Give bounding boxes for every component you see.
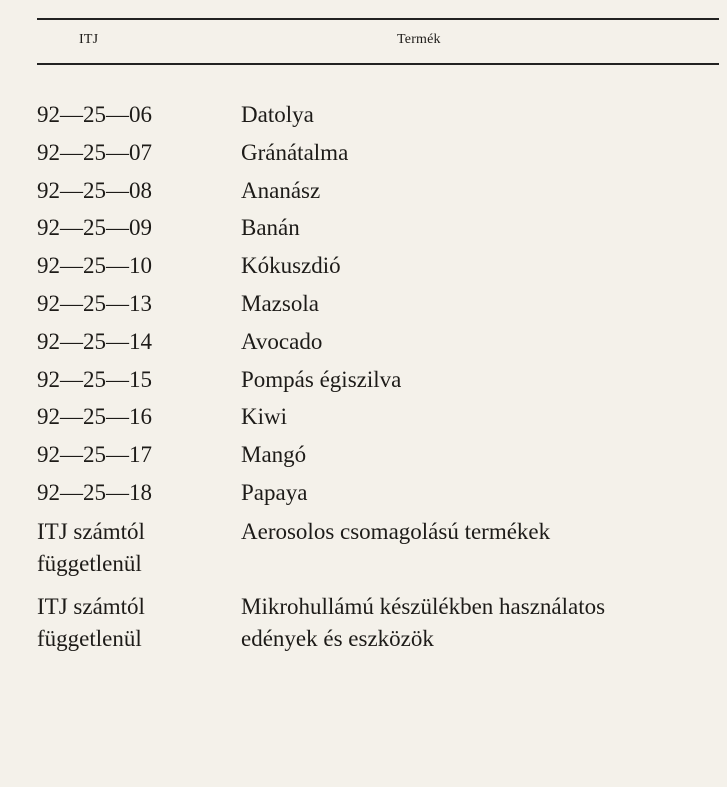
product-name: Kókuszdió [241,253,341,279]
table-row [0,289,727,327]
itj-code: 92—25—10 [37,253,152,279]
itj-code: 92—25—07 [37,139,152,165]
itj-code: 92—25—09 [37,215,152,241]
table-row [0,176,727,214]
table-row [0,365,727,403]
itj-code-line: ITJ számtól [37,593,145,619]
table-row [0,251,727,289]
product-name-line: edények és eszközök [241,625,434,651]
itj-code-line: függetlenül [37,550,142,576]
table-body [0,100,727,666]
itj-code: 92—25—18 [37,479,152,505]
itj-code: 92—25—16 [37,404,152,430]
table-header-rule [37,63,719,65]
header-termek: Termék [397,32,441,47]
product-name [241,516,550,548]
product-name: Mangó [241,442,307,468]
product-name: Gránátalma [241,139,349,165]
product-name: Ananász [241,177,321,203]
itj-code [37,591,145,655]
product-name: Mazsola [241,290,319,316]
table-row [0,402,727,440]
table-row [0,100,727,138]
product-name-line: Mikrohullámú készülékben használatos [241,593,606,619]
itj-code: 92—25—08 [37,177,152,203]
itj-code: 92—25—13 [37,290,152,316]
itj-code: 92—25—14 [37,328,152,354]
itj-code: 92—25—17 [37,442,152,468]
product-name: Datolya [241,102,314,127]
product-name-line: Aerosolos csomagolású termékek [241,518,551,544]
table-row [0,213,727,251]
itj-code-line: függetlenül [37,625,142,651]
table-top-rule [37,18,719,20]
product-name: Avocado [241,328,323,354]
product-name: Papaya [241,479,308,505]
table-row [0,591,727,666]
itj-code: 92—25—06 [37,102,152,127]
product-name: Kiwi [241,404,287,430]
table-row [0,516,727,591]
table-header [37,32,719,54]
product-name [241,591,605,655]
itj-code [37,516,145,580]
header-itj: ITJ [79,32,99,47]
itj-code-line: ITJ számtól [37,518,145,544]
table-row [0,138,727,176]
table-row [0,327,727,365]
table-row [0,478,727,516]
product-name: Banán [241,215,300,241]
itj-code: 92—25—15 [37,366,152,392]
product-name: Pompás égiszilva [241,366,402,392]
table-row [0,440,727,478]
